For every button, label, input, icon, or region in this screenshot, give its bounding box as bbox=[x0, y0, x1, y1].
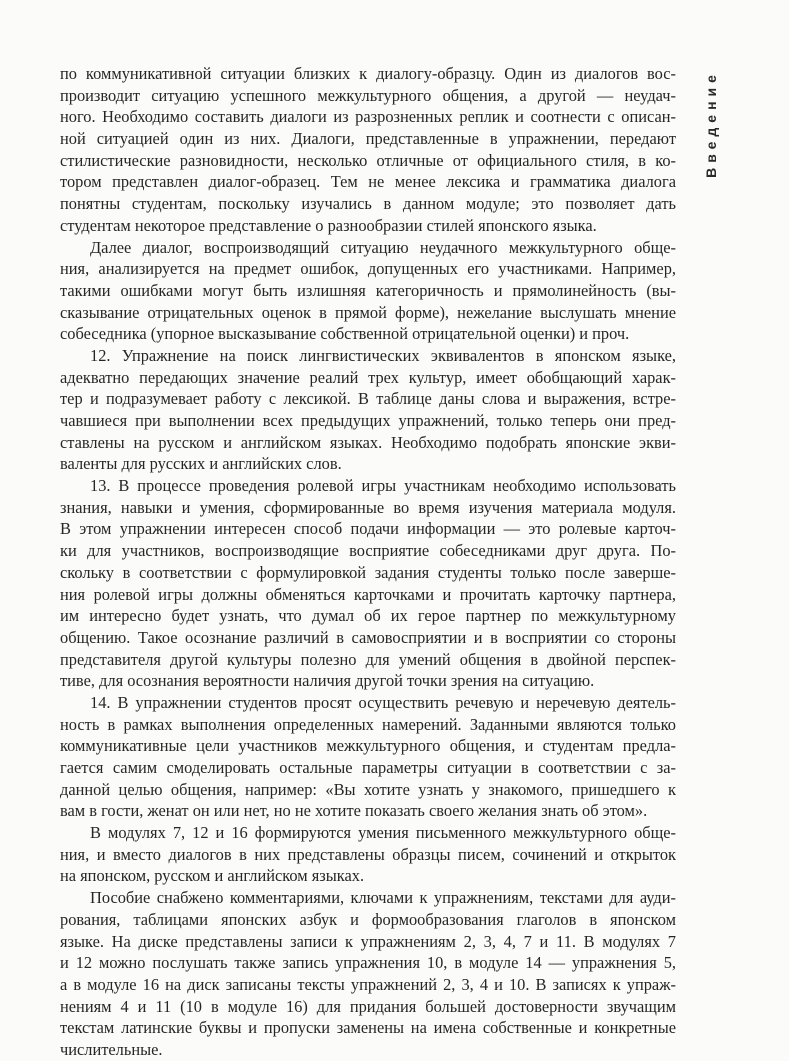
paragraph bbox=[60, 822, 676, 887]
text-line: Пособие снабжено комментариями, ключами к упражнениям, текстами для ауди- bbox=[90, 888, 676, 908]
text-line: 13. В процессе проведения ролевой игры участникам необходимо использовать bbox=[90, 476, 676, 496]
page-body-text bbox=[60, 63, 676, 1061]
text-line: нениям 4 и 11 (10 в модуле 16) для придания большей достоверности звучащим bbox=[60, 996, 676, 1016]
text-line: числительные. bbox=[60, 1039, 163, 1059]
text-line: знания, навыки и умения, сформированные во время изучения материала модуля. bbox=[60, 497, 676, 517]
section-side-tab bbox=[700, 65, 722, 183]
text-line: вам в гости, женат он или нет, но не хотите показать своего желания знать об этом». bbox=[60, 801, 648, 821]
text-line: ния ролевой игры должны обменяться карточками и прочитать карточку партнера, bbox=[60, 584, 676, 604]
text-line: 12. Упражнение на поиск лингвистических эквивалентов в японском языке, bbox=[90, 345, 676, 365]
text-line: В модулях 7, 12 и 16 формируются умения письменного межкультурного обще- bbox=[90, 823, 676, 843]
paragraph bbox=[60, 475, 676, 692]
text-line: производит ситуацию успешного межкультурного общения, а другой — неудач- bbox=[60, 85, 676, 105]
text-line: ки для участников, воспроизводящие восприятие собеседниками друг друга. По- bbox=[60, 541, 676, 561]
text-line: представителя другой культуры полезно для умений общения в двойной перспек- bbox=[60, 649, 676, 669]
text-line: тором представлен диалог-образец. Тем не менее лексика и грамматика диалога bbox=[60, 172, 676, 192]
text-line: текстам латинские буквы и пропуски заменены на имена собственные и конкретные bbox=[60, 1018, 676, 1038]
text-line: общению. Такое осознание различий в самовосприятии и в восприятии со стороны bbox=[60, 627, 676, 647]
text-line: ставлены на русском и английском языках. Необходимо подобрать японские экви- bbox=[60, 432, 676, 452]
text-line: понятны студентам, поскольку изучались в данном модуле; это позволяет дать bbox=[60, 194, 676, 214]
paragraph bbox=[60, 237, 676, 345]
text-line: данной целью общения, например: «Вы хотите узнать у знакомого, пришедшего к bbox=[60, 779, 676, 799]
text-line: 14. В упражнении студентов просят осуществить речевую и неречевую деятель- bbox=[90, 692, 676, 712]
text-line: сказывание отрицательных оценок в прямой форме), нежелание выслушать мнение bbox=[60, 302, 676, 322]
text-line: а в модуле 16 на диск записаны тексты упражнений 2, 3, 4 и 10. В записях к упраж- bbox=[60, 974, 676, 994]
text-line: адекватно передающих значение реалий трех культур, имеет обобщающий харак- bbox=[60, 367, 676, 387]
text-line: ного. Необходимо составить диалоги из разрозненных реплик и соотнести с описан- bbox=[60, 107, 676, 127]
text-line: тер и подразумевает работу с лексикой. В таблице даны слова и выражения, встре- bbox=[60, 389, 676, 409]
text-line: чавшиеся при выполнении всех предыдущих упражнений, только теперь они пред- bbox=[60, 411, 676, 430]
text-line: тиве, для осознания вероятности наличия другой точки зрения на ситуацию. bbox=[60, 671, 595, 691]
paragraph bbox=[60, 692, 676, 822]
section-side-tab-label: Введение bbox=[703, 70, 719, 178]
text-line: скольку в соответствии с формулировкой задания студенты только после заверше- bbox=[60, 562, 676, 582]
text-line: коммуникативные цели участников межкультурного общения, и студентам предла- bbox=[60, 736, 676, 756]
text-line: ной ситуацией один из них. Диалоги, представленные в упражнении, передают bbox=[60, 129, 676, 149]
text-line: ния, анализируется на предмет ошибок, допущенных его участниками. Например, bbox=[60, 259, 676, 279]
paragraph bbox=[60, 63, 676, 237]
text-line: языке. На диске представлены записи к упражнениям 2, 3, 4, 7 и 11. В модулях 7 bbox=[60, 931, 676, 951]
text-line: рования, таблицами японских азбук и формообразования глаголов в японском bbox=[60, 909, 676, 929]
text-line: собеседника (упорное высказывание собственной отрицательной оценки) и проч. bbox=[60, 324, 630, 344]
text-line: валенты для русских и английских слов. bbox=[60, 454, 342, 474]
text-line: ность в рамках выполнения определенных намерений. Заданными являются только bbox=[60, 714, 676, 734]
text-line: ния, и вместо диалогов в них представлены образцы писем, сочинений и открыток bbox=[60, 844, 676, 864]
text-line: им интересно будет узнать, что думал об их герое партнер по межкультурному bbox=[60, 606, 676, 626]
text-line: такими ошибками могут быть излишняя категоричность и прямолинейность (вы- bbox=[60, 280, 676, 300]
text-line: Далее диалог, воспроизводящий ситуацию неудачного межкультурного обще- bbox=[90, 237, 676, 257]
text-line: студентам некоторое представление о разнообразии стилей японского языка. bbox=[60, 215, 597, 235]
text-line: и 12 можно послушать также запись упражнения 10, в модуле 14 — упражнения 5, bbox=[60, 953, 676, 973]
text-line: по коммуникативной ситуации близких к диалогу-образцу. Один из диалогов вос- bbox=[60, 64, 676, 83]
text-line: стилистические разновидности, несколько отличные от официального стиля, в ко- bbox=[60, 150, 676, 170]
paragraph bbox=[60, 887, 676, 1061]
text-line: В этом упражнении интересен способ подачи информации — это ролевые карточ- bbox=[60, 519, 676, 539]
text-line: на японском, русском и английском языках. bbox=[60, 866, 365, 886]
text-line: гается самим смоделировать остальные параметры ситуации в соответствии с за- bbox=[60, 758, 676, 777]
paragraph bbox=[60, 345, 676, 475]
